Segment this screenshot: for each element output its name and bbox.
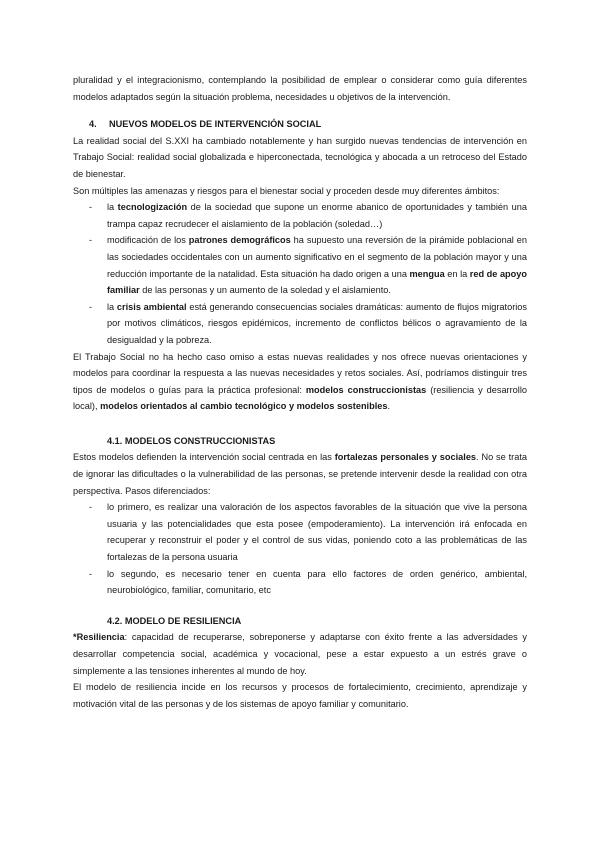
section-4-bullet-list xyxy=(73,199,527,348)
bold-term: patrones demográficos xyxy=(188,235,291,246)
section-4-2-paragraph-2: El modelo de resiliencia incide en los recursos y procesos de fortalecimiento, crecimiento, aprendizaje y motivación vital de las personas y de los sistemas de apoyo familiar y comunitario. xyxy=(73,682,527,709)
page-content xyxy=(73,72,527,712)
list-item: - la crisis ambiental está generando consecuencias sociales dramáticas: aumento de flujos migratorios por motivos climáticos, riesgos epidémicos, incremento de conflictos bélicos o agravamiento de la desigualdad y la pobreza. xyxy=(73,299,527,349)
section-4-1-bullet-list xyxy=(73,499,527,599)
bullet-dash: - xyxy=(89,202,93,213)
list-item: - modificación de los patrones demográficos ha supuesto una reversión de la pirámide poblacional en las sociedades occidentales con un aumento significativo en el segmento de la población mayor y una reducción importante de la natalidad. Esta situación ha dado origen a una mengua en la red de apoyo familiar de las personas y un aumento de la soledad y el aislamiento. xyxy=(73,232,527,298)
intro-paragraph: pluralidad y el integracionismo, contemplando la posibilidad de emplear o considerar como guía diferentes modelos adaptados según la situación problema, necesidades u objetivos de la intervención. xyxy=(73,75,527,102)
bold-term: tecnologización xyxy=(117,202,188,213)
section-4-2-paragraph-1: *Resiliencia: capacidad de recuperarse, sobreponerse y adaptarse con éxito frente a las adversidades y desarrollar competencia social, académica y vocacional, pese a estar expuesto a un estrés grave o simplemente a las tensiones inherentes al mundo de hoy. xyxy=(73,632,527,676)
section-4-heading xyxy=(73,116,527,133)
section-4-paragraph-2: Son múltiples las amenazas y riesgos para el bienestar social y proceden desde muy diferentes ámbitos: xyxy=(73,185,500,196)
bullet-dash: - xyxy=(89,568,93,579)
bullet-dash: - xyxy=(89,502,93,513)
section-4-1-heading: 4.1. MODELOS CONSTRUCCIONISTAS xyxy=(107,435,276,446)
section-4-1-paragraph-1: Estos modelos defienden la intervención social centrada en las fortalezas personales y sociales. No se trata de ignorar las dificultades o la vulnerabilidad de las personas, se pretende intervenir desde la realidad con otra perspectiva. Pasos diferenciados: xyxy=(73,452,528,496)
list-item: - la tecnologización de la sociedad que supone un enorme abanico de oportunidades y también una trampa capaz recrudecer el aislamiento de la población (soledad…) xyxy=(73,199,527,232)
list-item: - lo primero, es realizar una valoración de los aspectos favorables de la situación que vive la persona usuaria y las potencialidades que esta posee (empoderamiento). La intervención irá enfocada en recuperar y reconstruir el poder y el control de sus vidas, poniendo coto a las problemáticas de las fortalezas de la persona usuaria xyxy=(73,499,527,565)
section-4-paragraph-1: La realidad social del S.XXI ha cambiado notablemente y han surgido nuevas tendencias de intervención en Trabajo Social: realidad social globalizada e hiperconectada, tecnológica y abocada a un retroceso del Estado de bienestar. xyxy=(73,135,527,179)
bold-term: *Resiliencia xyxy=(73,632,125,643)
bold-term: red de apoyo familiar xyxy=(107,268,527,296)
section-4-paragraph-3: El Trabajo Social no ha hecho caso omiso a estas nuevas realidades y nos ofrece nuevas orientaciones y modelos para coordinar la respuesta a las nuevas necesidades y retos sociales. Así, podríamos distinguir tres tipos de modelos o guías para la práctica profesional: modelos construccionistas (resiliencia y desarrollo local), modelos orientados al cambio tecnológico y modelos sostenibles. xyxy=(73,351,527,412)
section-4-number: 4. xyxy=(89,119,97,130)
bullet-dash: - xyxy=(89,235,93,246)
section-4-title: NUEVOS MODELOS DE INTERVENCIÓN SOCIAL xyxy=(109,119,322,130)
list-item: - lo segundo, es necesario tener en cuenta para ello factores de orden genérico, ambiental, neurobiológico, familiar, comunitario, etc xyxy=(73,566,527,599)
bold-term: modelos construccionistas xyxy=(305,384,427,395)
bullet-dash: - xyxy=(89,301,93,312)
bold-term: modelos orientados al cambio tecnológico y modelos sostenibles xyxy=(100,401,388,412)
bold-term: mengua xyxy=(409,268,445,279)
section-4-2-heading: 4.2. MODELO DE RESILIENCIA xyxy=(107,615,242,626)
bold-term: crisis ambiental xyxy=(116,301,187,312)
bold-term: fortalezas personales y sociales xyxy=(334,452,477,463)
